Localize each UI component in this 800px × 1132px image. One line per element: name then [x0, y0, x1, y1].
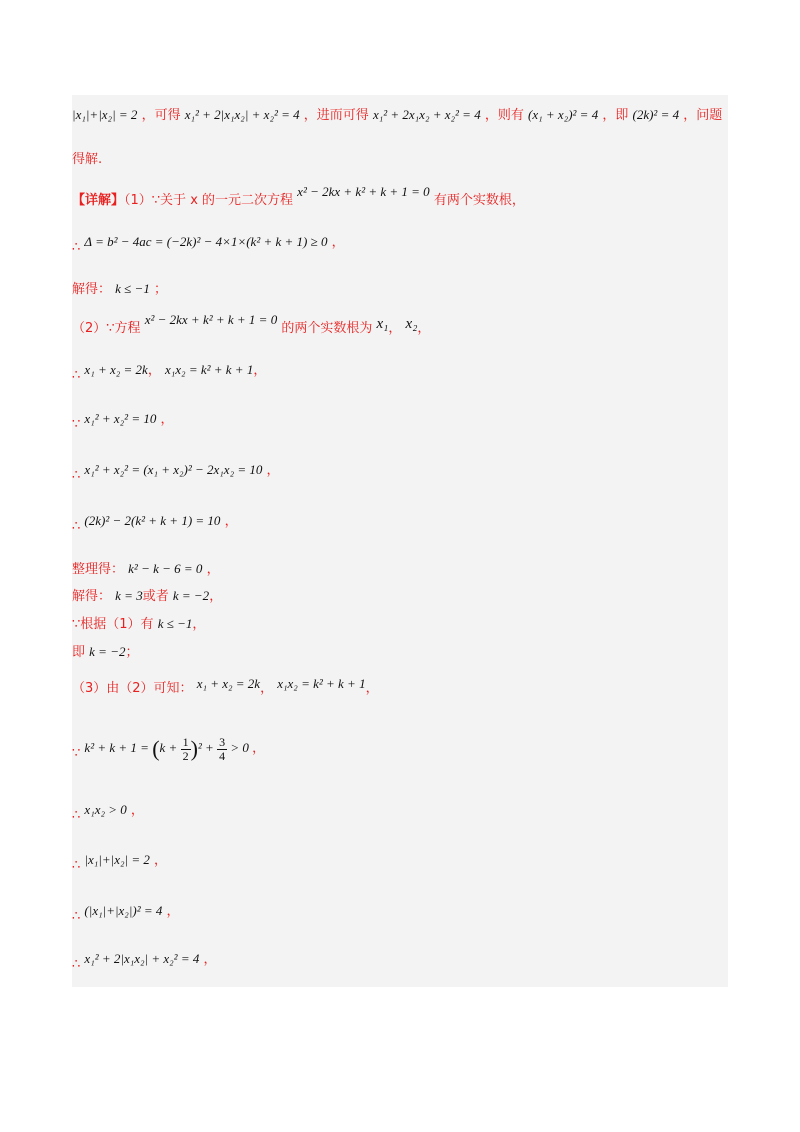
fraction-half [181, 736, 191, 763]
math-substituted: (2k)² − 2(k² + k + 1) = 10 [84, 513, 221, 528]
math-sum-roots: x₁ + x₂ = 2k [84, 362, 148, 377]
text: ， [388, 321, 402, 336]
math-completing-square [84, 734, 252, 763]
text: ， [160, 412, 174, 427]
text: ， [203, 952, 217, 967]
text: ， [192, 617, 206, 632]
text: （1）∵关于 x 的一元二次方程 [124, 193, 294, 208]
paren-close: ) [190, 736, 198, 762]
text: ， [130, 803, 144, 818]
line-2 [72, 151, 102, 169]
math-product-positive: x₁x₂ > 0 [84, 802, 127, 817]
line-10 [72, 512, 238, 534]
math-2k-square: (2k)² = 4 [632, 107, 680, 122]
text: ， [253, 363, 267, 378]
paren-open: ( [152, 736, 160, 762]
math-x1: x₁ [376, 316, 389, 332]
text: ， [417, 321, 431, 336]
math-k-range: k ≤ −1 [157, 616, 193, 631]
line-20 [72, 950, 217, 972]
math-expanded: x₁² + 2|x₁x₂| + x₂² = 4 [184, 107, 300, 122]
text: ， [147, 363, 161, 378]
text: ， [365, 681, 379, 696]
because-symbol: ∵ [72, 746, 81, 761]
line-11 [72, 560, 220, 579]
text: ， [252, 741, 266, 756]
text: （2）∵方程 [72, 321, 141, 336]
therefore-symbol: ∴ [72, 519, 81, 534]
math-gt-zero: > 0 [230, 740, 249, 755]
math-sum-squares: x₁² + x₂² = 10 [84, 411, 157, 426]
text: （3）由（2）可知： [72, 681, 193, 696]
line-6 [72, 312, 431, 338]
line-12 [72, 587, 222, 606]
text: 整理得： [72, 562, 125, 577]
math-k-neg2: k = −2 [172, 588, 210, 603]
therefore-symbol: ∴ [72, 468, 81, 483]
line-19 [72, 902, 180, 924]
text: ，进而可得 [303, 108, 369, 123]
text: ， [331, 235, 345, 250]
line-9 [72, 461, 280, 483]
solution-panel [72, 95, 728, 987]
fraction-three-quarters [217, 736, 227, 763]
line-15 [72, 676, 379, 698]
math-quadratic: k² − k − 6 = 0 [128, 561, 203, 576]
math-product-roots: x₁x₂ = k² + k + 1 [164, 362, 254, 377]
math-k-plus: k + [159, 740, 178, 755]
line-13 [72, 615, 205, 634]
line-3 [72, 184, 525, 210]
math-equation: x² − 2kx + k² + k + 1 = 0 [297, 184, 430, 199]
text: ， [153, 853, 167, 868]
math-k-range: k ≤ −1 [115, 281, 150, 296]
math-identity: x₁² + x₂² = (x₁ + x₂)² − 2x₁x₂ = 10 [84, 462, 263, 477]
math-k-answer: k = −2 [89, 644, 126, 659]
because-symbol: ∵ [72, 417, 81, 432]
text: ，则有 [484, 108, 524, 123]
therefore-symbol: ∴ [72, 368, 81, 383]
therefore-symbol: ∴ [72, 808, 81, 823]
text: 得解. [72, 152, 103, 167]
therefore-symbol: ∴ [72, 858, 81, 873]
numerator: 3 [219, 734, 226, 749]
math-equation: x² − 2kx + k² + k + 1 = 0 [144, 312, 278, 327]
text: 有两个实数根， [433, 193, 525, 208]
text: ； [125, 645, 139, 660]
line-5 [72, 280, 167, 299]
math-discriminant: Δ = b² − 4ac = (−2k)² − 4×1×(k² + k + 1) ≥ 0 [84, 234, 328, 249]
text: 的两个实数根为 [281, 321, 373, 336]
line-17 [72, 801, 144, 823]
denominator: 2 [182, 748, 189, 763]
line-18 [72, 851, 167, 873]
text: ，问题 [683, 108, 723, 123]
text: 解得： [72, 589, 112, 604]
text: 解得： [72, 282, 112, 297]
text: ； [153, 282, 167, 297]
text: ， [166, 904, 180, 919]
math-abs-square: (|x₁|+|x₂|)² = 4 [84, 903, 163, 918]
math-abs-sum: |x₁|+|x₂| = 2 [84, 852, 150, 867]
math-sum-roots: x₁ + x₂ = 2k [196, 676, 261, 691]
text: 或者 [142, 589, 169, 604]
line-1 [72, 106, 722, 125]
text: ， [260, 681, 274, 696]
line-14 [72, 643, 139, 662]
text: ， [206, 562, 220, 577]
line-4 [72, 233, 345, 255]
math-product-roots: x₁x₂ = k² + k + 1 [277, 676, 366, 691]
text: ， [224, 514, 238, 529]
math-k-3: k = 3 [115, 588, 143, 603]
line-8 [72, 410, 174, 432]
numerator: 1 [182, 734, 189, 749]
math-square-sum: (x₁ + x₂)² = 4 [528, 107, 599, 122]
text: ∵根据（1）有 [72, 617, 154, 632]
therefore-symbol: ∴ [72, 957, 81, 972]
text: ，可得 [141, 108, 181, 123]
denominator: 4 [219, 748, 226, 763]
math-x2: x₂ [405, 316, 418, 332]
text: 即 [72, 645, 86, 660]
math-expanded-2: x₁² + 2x₁x₂ + x₂² = 4 [372, 107, 481, 122]
therefore-symbol: ∴ [72, 240, 81, 255]
text: ，即 [602, 108, 629, 123]
text: ， [209, 589, 223, 604]
detail-tag: 【详解】 [72, 193, 125, 208]
line-7 [72, 361, 267, 383]
math-lhs: k² + k + 1 = [84, 740, 149, 755]
therefore-symbol: ∴ [72, 909, 81, 924]
math-square-plus: ² + [197, 740, 214, 755]
text: ， [266, 463, 280, 478]
math-expanded: x₁² + 2|x₁x₂| + x₂² = 4 [84, 951, 200, 966]
line-16 [72, 731, 265, 766]
math-abs-sum: |x₁|+|x₂| = 2 [72, 107, 138, 122]
